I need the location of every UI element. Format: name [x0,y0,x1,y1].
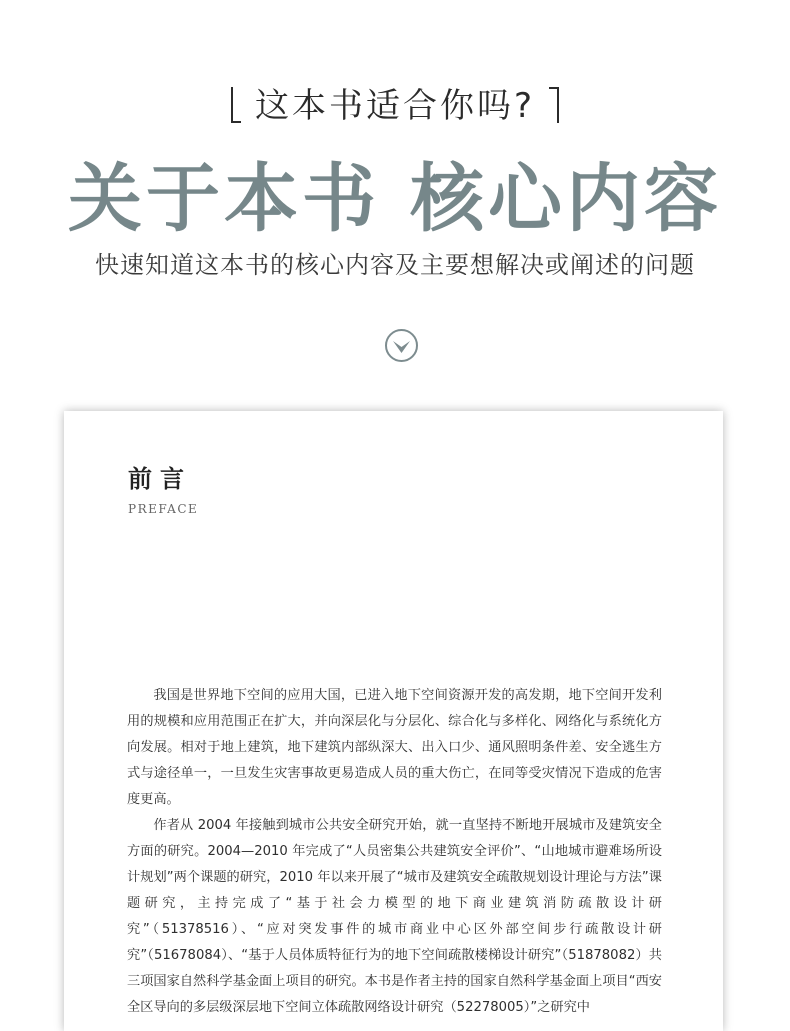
page-title [0,140,790,246]
page-title-part1: 关于本书 [68,156,380,242]
preface-subtitle: PREFACE [128,502,199,516]
chevron-down-circle-icon[interactable] [384,328,419,363]
page-subtitle: 快速知道这本书的核心内容及主要想解决或阐述的问题 [95,251,695,279]
preface-body [127,683,662,1021]
preface-title: 前言 [128,465,192,493]
book-intro-header [0,0,790,410]
preface-card [64,411,723,1031]
right-bracket-icon [549,87,559,123]
page-title-part2: 核心内容 [410,156,722,242]
preface-paragraph: 我国是世界地下空间的应用大国，已进入地下空间资源开发的高发期，地下空间开发利用的规模和应用范围正在扩大，并向深层化与分层化、综合化与多样化、网络化与系统化方向发展。相对于地上建筑，地下建筑内部纵深大、出入口少、通风照明条件差、安全逃生方式与途径单一，一旦发生灾害事故更易造成人员的重大伤亡，在同等受灾情况下造成的危害度更高。 [127,688,662,807]
kicker-text: 这本书适合你吗? [254,86,536,126]
left-bracket-icon [231,87,241,123]
preface-paragraph: 作者从 2004 年接触到城市公共安全研究开始，就一直坚持不断地开展城市及建筑安全方面的研究。2004—2010 年完成了“人员密集公共建筑安全评价”、“山地城市避难场所设计规划”两个课题的研究，2010 年以来开展了“城市及建筑安全疏散规划设计理论与方法”课题研究，主持完成了“基于社会力模型的地下商业建筑消防疏散设计研究”（51378516）、“应对突发事件的城市商业中心区外部空间步行疏散设计研究”（51678084）、“基于人员体质特征行为的地下空间疏散楼梯设计研究”（51878082）共三项国家自然科学基金面上项目的研究。本书是作者主持的国家自然科学基金面上项目“西安全区导向的多层级深层地下空间立体疏散网络设计研究（52278005）”之研究中 [127,818,662,1015]
section-kicker [0,78,790,127]
